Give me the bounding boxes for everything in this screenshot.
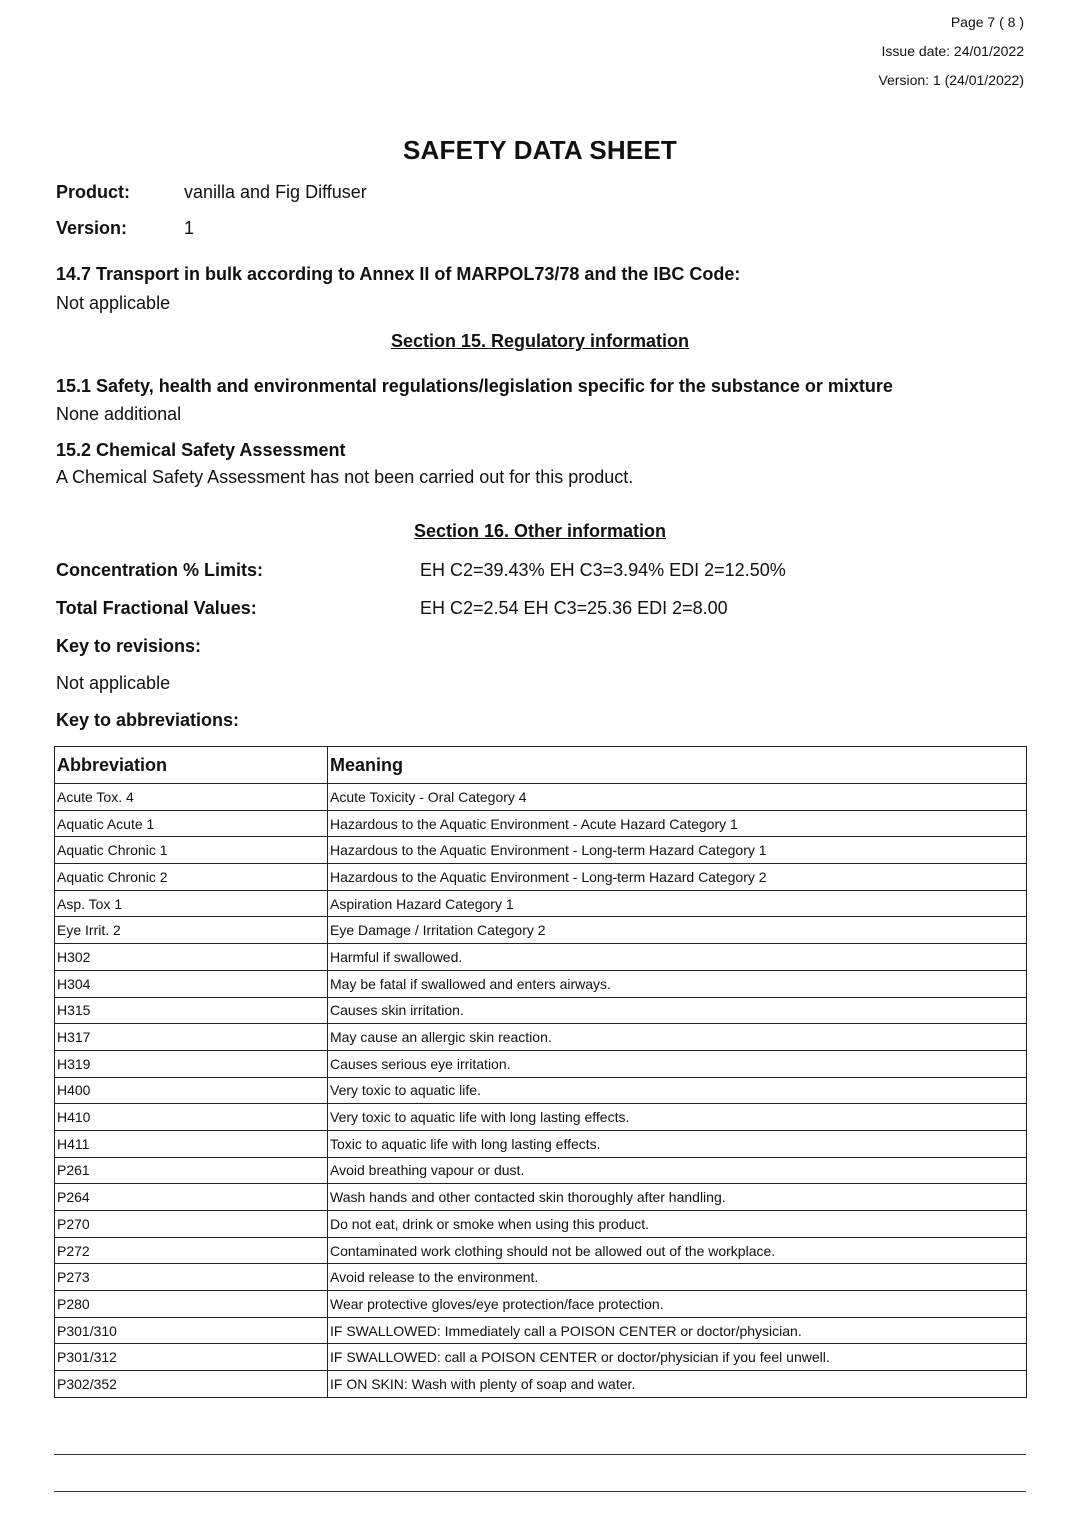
table-row — [55, 970, 1027, 997]
section-14-7-text: Not applicable — [56, 293, 171, 313]
abbreviation-cell: P280 — [55, 1291, 328, 1318]
meaning-cell: Harmful if swallowed. — [328, 944, 1027, 971]
abbreviation-cell: H302 — [55, 944, 328, 971]
abbreviations-table — [54, 746, 1027, 1398]
abbreviation-cell: P270 — [55, 1211, 328, 1238]
issue-date: Issue date: 24/01/2022 — [881, 43, 1024, 59]
table-row — [55, 810, 1027, 837]
abbreviation-cell: Aquatic Chronic 1 — [55, 837, 328, 864]
table-row — [55, 1291, 1027, 1318]
meaning-cell: Very toxic to aquatic life with long lasting effects. — [328, 1104, 1027, 1131]
table-row — [55, 890, 1027, 917]
abbreviation-cell: P264 — [55, 1184, 328, 1211]
key-to-abbreviations-label: Key to abbreviations: — [56, 710, 240, 730]
meaning-cell: Hazardous to the Aquatic Environment - Long-term Hazard Category 1 — [328, 837, 1027, 864]
abbreviation-cell: H410 — [55, 1104, 328, 1131]
table-row — [55, 1077, 1027, 1104]
meaning-cell: May be fatal if swallowed and enters airways. — [328, 970, 1027, 997]
table-row — [55, 1050, 1027, 1077]
section-15-title: Section 15. Regulatory information — [390, 331, 690, 351]
abbreviation-cell: P272 — [55, 1237, 328, 1264]
table-header-row — [55, 747, 1027, 784]
section-15-1-heading: 15.1 Safety, health and environmental regulations/legislation specific for the substance or mixture — [56, 376, 893, 396]
abbreviation-cell: Acute Tox. 4 — [55, 784, 328, 811]
table-row — [55, 1371, 1027, 1398]
column-header-meaning: Meaning — [328, 747, 1027, 784]
section-14-7-heading: 14.7 Transport in bulk according to Annex II of MARPOL73/78 and the IBC Code: — [56, 264, 741, 284]
table-row — [55, 1104, 1027, 1131]
abbreviations-table-body — [55, 784, 1027, 1398]
abbreviation-cell: Aquatic Chronic 2 — [55, 864, 328, 891]
meaning-cell: Hazardous to the Aquatic Environment - Acute Hazard Category 1 — [328, 810, 1027, 837]
meaning-cell: May cause an allergic skin reaction. — [328, 1024, 1027, 1051]
abbreviation-cell: P301/312 — [55, 1344, 328, 1371]
meaning-cell: Hazardous to the Aquatic Environment - Long-term Hazard Category 2 — [328, 864, 1027, 891]
section-15-2-text: A Chemical Safety Assessment has not been carried out for this product. — [56, 467, 634, 487]
meaning-cell: Eye Damage / Irritation Category 2 — [328, 917, 1027, 944]
abbreviation-cell: H315 — [55, 997, 328, 1024]
abbreviation-cell: P301/310 — [55, 1317, 328, 1344]
fractional-values-value: EH C2=2.54 EH C3=25.36 EDI 2=8.00 — [420, 598, 728, 618]
meaning-cell: Do not eat, drink or smoke when using this product. — [328, 1211, 1027, 1238]
table-row — [55, 837, 1027, 864]
abbreviation-cell: P273 — [55, 1264, 328, 1291]
table-row — [55, 1024, 1027, 1051]
meaning-cell: Causes skin irritation. — [328, 997, 1027, 1024]
section-16-title: Section 16. Other information — [413, 521, 667, 541]
product-value: vanilla and Fig Diffuser — [184, 182, 367, 202]
meaning-cell: Avoid release to the environment. — [328, 1264, 1027, 1291]
abbreviation-cell: Eye Irrit. 2 — [55, 917, 328, 944]
fractional-values-label: Total Fractional Values: — [56, 598, 257, 618]
abbreviation-cell: P261 — [55, 1157, 328, 1184]
meaning-cell: IF ON SKIN: Wash with plenty of soap and water. — [328, 1371, 1027, 1398]
meaning-cell: Very toxic to aquatic life. — [328, 1077, 1027, 1104]
section-15-1-text: None additional — [56, 404, 182, 424]
version-value: 1 — [184, 218, 195, 238]
key-to-revisions-label: Key to revisions: — [56, 636, 202, 656]
meaning-cell: Toxic to aquatic life with long lasting effects. — [328, 1130, 1027, 1157]
concentration-limits-label: Concentration % Limits: — [56, 560, 264, 580]
meaning-cell: IF SWALLOWED: call a POISON CENTER or doctor/physician if you feel unwell. — [328, 1344, 1027, 1371]
section-15-2-heading: 15.2 Chemical Safety Assessment — [56, 440, 346, 460]
abbreviation-cell: H400 — [55, 1077, 328, 1104]
meaning-cell: Contaminated work clothing should not be allowed out of the workplace. — [328, 1237, 1027, 1264]
meaning-cell: Avoid breathing vapour or dust. — [328, 1157, 1027, 1184]
meaning-cell: Acute Toxicity - Oral Category 4 — [328, 784, 1027, 811]
meaning-cell: Causes serious eye irritation. — [328, 1050, 1027, 1077]
product-label: Product: — [56, 182, 130, 202]
concentration-limits-value: EH C2=39.43% EH C3=3.94% EDI 2=12.50% — [420, 560, 786, 580]
table-row — [55, 944, 1027, 971]
meaning-cell: IF SWALLOWED: Immediately call a POISON CENTER or doctor/physician. — [328, 1317, 1027, 1344]
meaning-cell: Wash hands and other contacted skin thoroughly after handling. — [328, 1184, 1027, 1211]
table-row — [55, 1157, 1027, 1184]
version-label: Version: — [56, 218, 128, 238]
document-title: SAFETY DATA SHEET — [402, 135, 677, 165]
table-row — [55, 997, 1027, 1024]
abbreviation-cell: H317 — [55, 1024, 328, 1051]
table-row — [55, 1184, 1027, 1211]
table-row — [55, 1237, 1027, 1264]
abbreviation-cell: H411 — [55, 1130, 328, 1157]
key-to-revisions-text: Not applicable — [56, 673, 171, 693]
table-row — [55, 1317, 1027, 1344]
abbreviation-cell: H319 — [55, 1050, 328, 1077]
table-row — [55, 1344, 1027, 1371]
footer-divider-top — [54, 1454, 1026, 1455]
meaning-cell: Wear protective gloves/eye protection/face protection. — [328, 1291, 1027, 1318]
abbreviation-cell: Asp. Tox 1 — [55, 890, 328, 917]
table-row — [55, 784, 1027, 811]
column-header-abbreviation: Abbreviation — [55, 747, 328, 784]
table-row — [55, 1211, 1027, 1238]
abbreviation-cell: H304 — [55, 970, 328, 997]
abbreviation-cell: Aquatic Acute 1 — [55, 810, 328, 837]
footer-divider-bottom — [54, 1491, 1026, 1492]
table-row — [55, 1130, 1027, 1157]
abbreviation-cell: P302/352 — [55, 1371, 328, 1398]
version-date: Version: 1 (24/01/2022) — [878, 72, 1024, 88]
page-number: Page 7 ( 8 ) — [950, 14, 1024, 30]
table-row — [55, 1264, 1027, 1291]
table-row — [55, 864, 1027, 891]
meaning-cell: Aspiration Hazard Category 1 — [328, 890, 1027, 917]
table-row — [55, 917, 1027, 944]
